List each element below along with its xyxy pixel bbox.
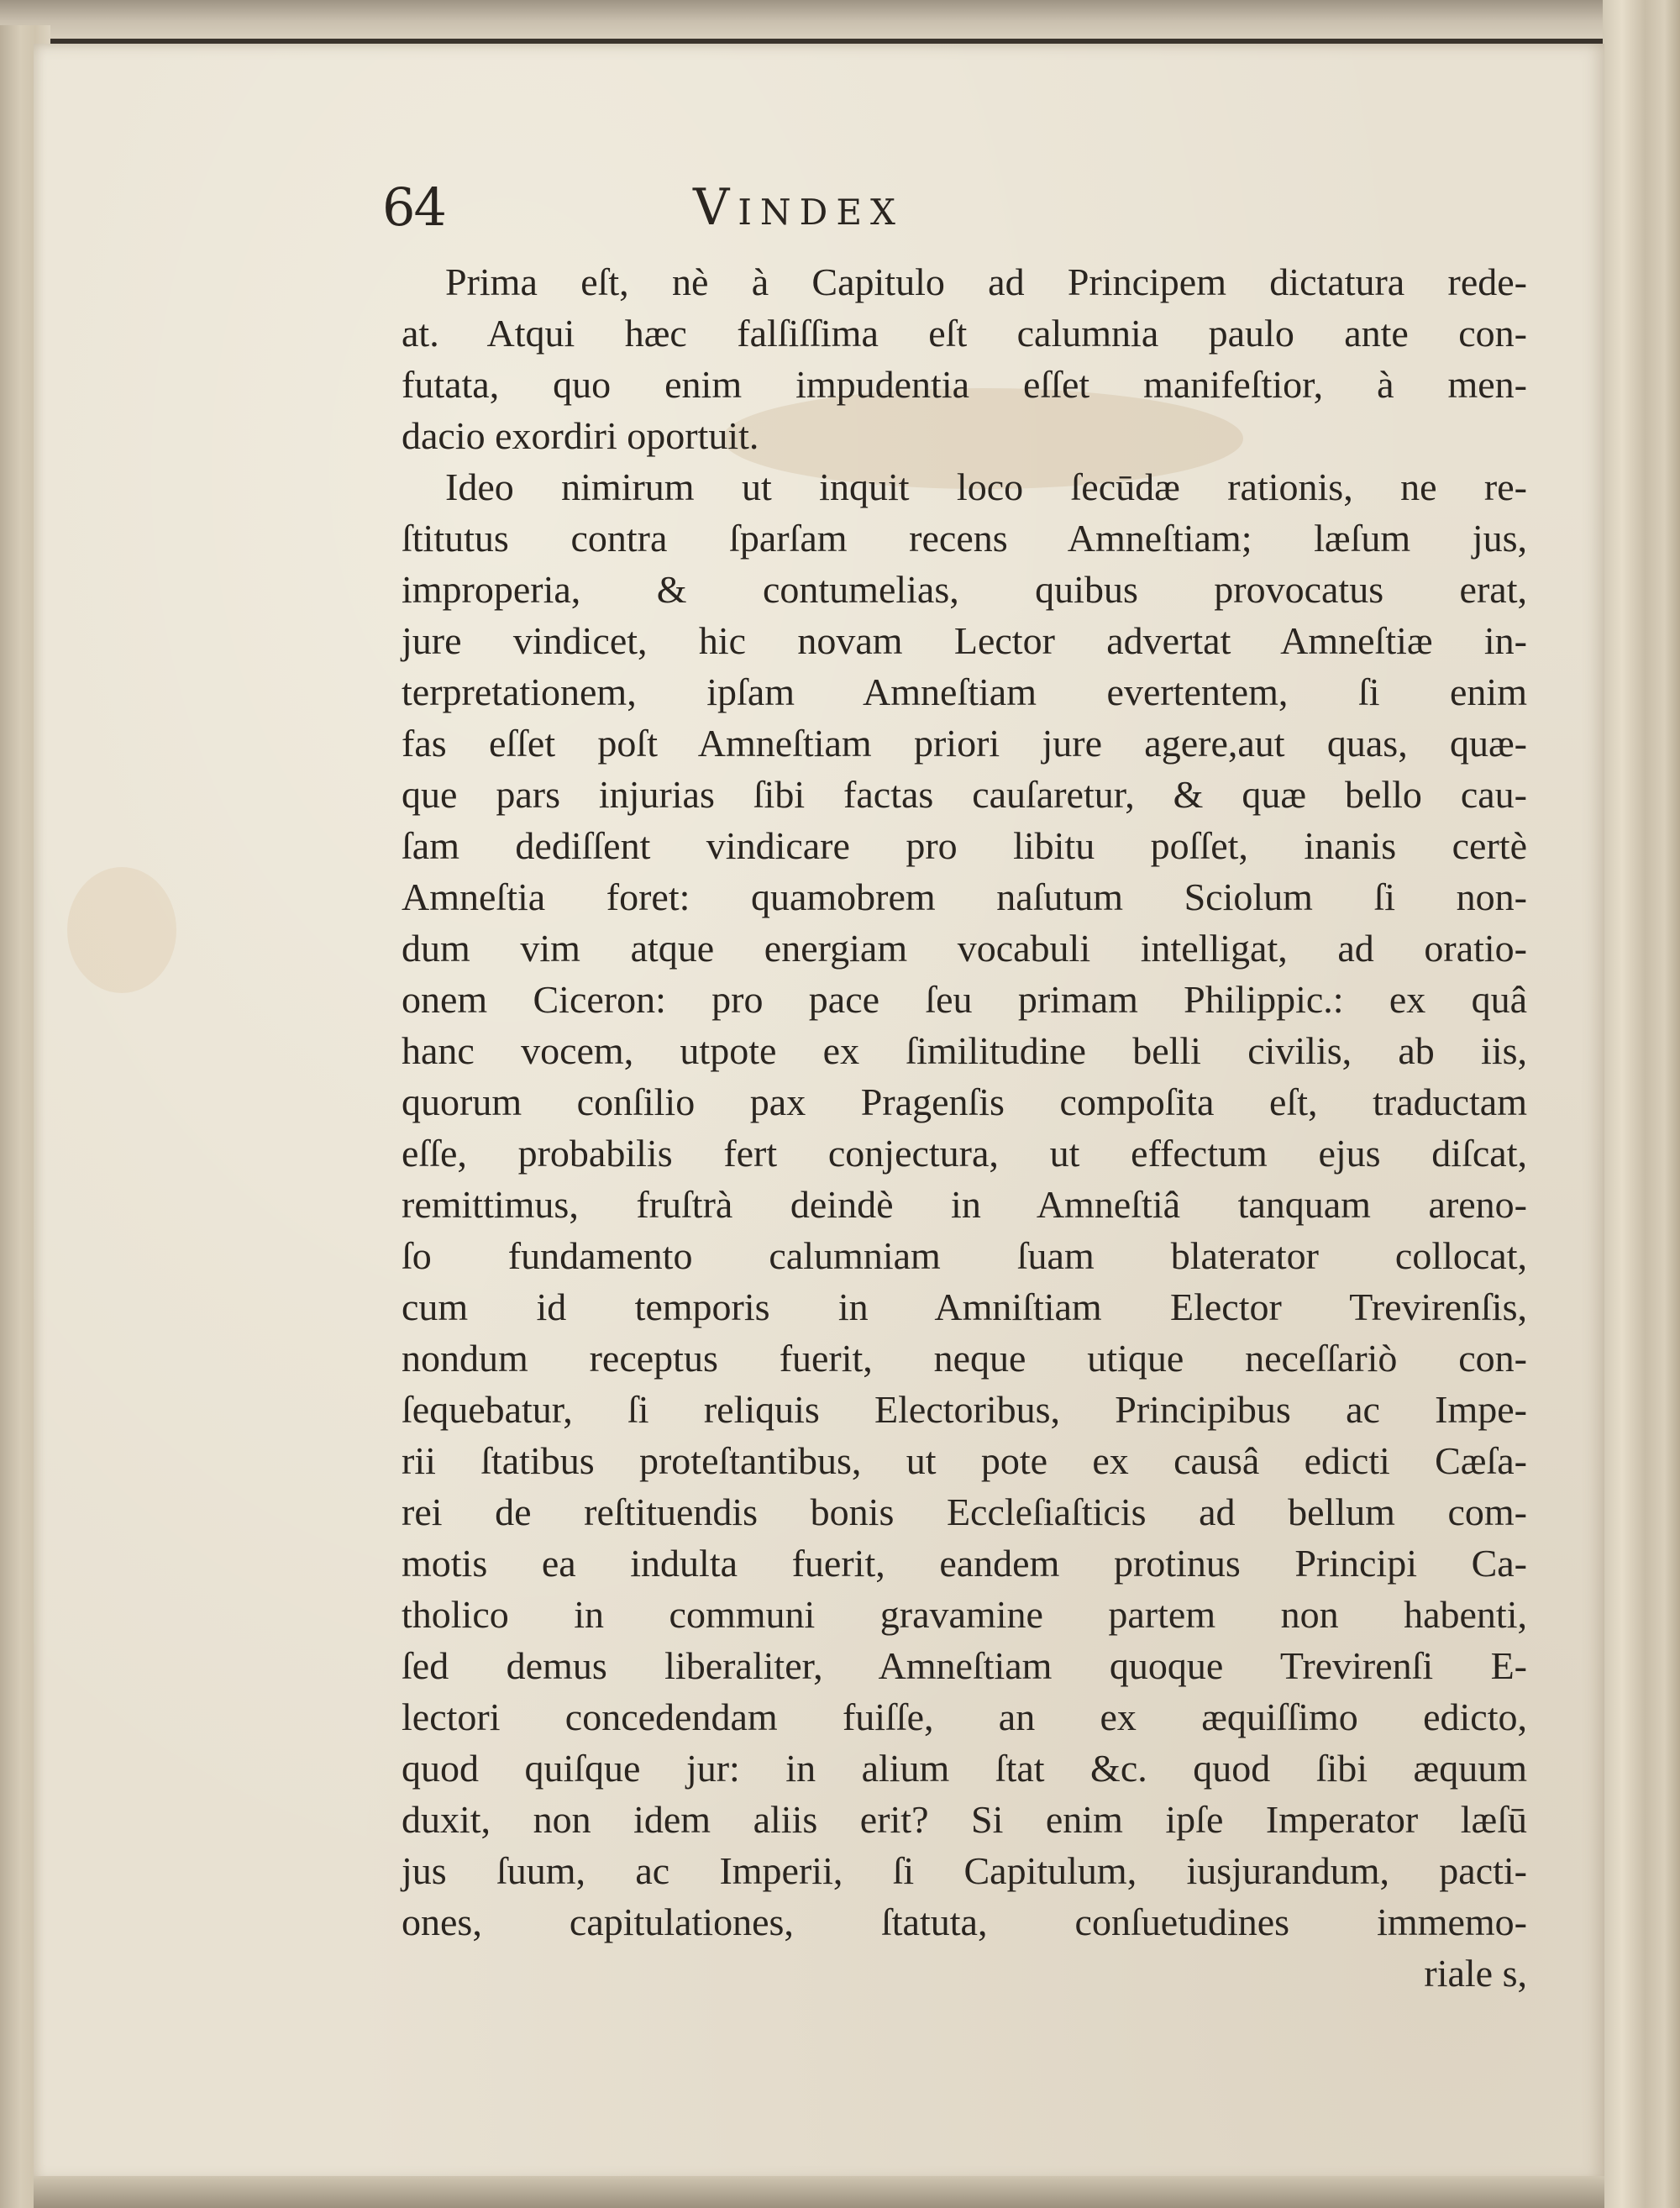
text-line: jus ſuum, ac Imperii, ſi Capitulum, iusjurandum, pacti- — [402, 1849, 1527, 1892]
text-line: cum id temporis in Amniſtiam Elector Trevirenſis, — [402, 1285, 1527, 1328]
page-header — [382, 176, 1533, 244]
running-head: Vindex — [693, 178, 904, 237]
page-bottom-edge — [34, 2176, 1604, 2208]
page-number: 64 — [382, 176, 445, 238]
text-line: rii ſtatibus proteſtantibus, ut pote ex causâ edicti Cæſa- — [402, 1439, 1527, 1482]
text-line: at. Atqui hæc falſiſſima eſt calumnia paulo ante con- — [402, 312, 1527, 355]
text-line: ſo fundamento calumniam ſuam blaterator collocat, — [402, 1234, 1527, 1277]
text-body — [402, 256, 1527, 1999]
text-line: motis ea indulta fuerit, eandem protinus Principi Ca- — [402, 1542, 1527, 1585]
paper-stain — [67, 867, 176, 993]
text-line: Ideo nimirum ut inquit loco ſecūdæ rationis, ne re- — [445, 465, 1527, 508]
text-line: quod quiſque jur: in alium ſtat &c. quod ſibi æquum — [402, 1747, 1527, 1790]
book-top-edge — [0, 0, 1646, 39]
text-line: tholico in communi gravamine partem non habenti, — [402, 1593, 1527, 1636]
text-line: ones, capitulationes, ſtatuta, conſuetudines immemo- — [402, 1900, 1527, 1943]
text-line: jure vindicet, hic novam Lector advertat Amneſtiæ in- — [402, 619, 1527, 662]
text-line: ſed demus liberaliter, Amneſtiam quoque Trevirenſi E- — [402, 1644, 1527, 1687]
text-line: ſtitutus contra ſparſam recens Amneſtiam; læſum jus, — [402, 517, 1527, 560]
text-line: dacio exordiri oportuit. — [402, 414, 759, 457]
text-line: dum vim atque energiam vocabuli intelligat, ad oratio- — [402, 927, 1527, 970]
text-line: ſam dediſſent vindicare pro libitu poſſet, inanis certè — [402, 824, 1527, 867]
paragraph-1 — [402, 256, 1527, 461]
text-line: ſequebatur, ſi reliquis Electoribus, Principibus ac Impe- — [402, 1388, 1527, 1431]
text-line: futata, quo enim impudentia eſſet manifeſtior, à men- — [402, 363, 1527, 406]
text-line: onem Ciceron: pro pace ſeu primam Philippic.: ex quâ — [402, 978, 1527, 1021]
text-line: improperia, & contumelias, quibus provocatus erat, — [402, 568, 1527, 611]
text-line: Amneſtia foret: quamobrem naſutum Sciolum ſi non- — [402, 875, 1527, 918]
text-line: Prima eſt, nè à Capitulo ad Principem dictatura rede- — [445, 260, 1527, 303]
text-line: duxit, non idem aliis erit? Si enim ipſe Imperator læſū — [402, 1798, 1527, 1841]
catchword: riale s, — [1424, 1952, 1527, 1995]
text-line: lectori concedendam fuiſſe, an ex æquiſſimo edicto, — [402, 1695, 1527, 1738]
text-line: quorum conſilio pax Pragenſis compoſita eſt, traductam — [402, 1080, 1527, 1123]
text-line: que pars injurias ſibi factas cauſaretur, & quæ bello cau- — [402, 773, 1527, 816]
paragraph-2 — [402, 461, 1527, 1948]
text-line: terpretationem, ipſam Amneſtiam evertentem, ſi enim — [402, 670, 1527, 713]
text-line: fas eſſet poſt Amneſtiam priori jure agere,aut quas, quæ- — [402, 722, 1527, 765]
text-line: remittimus, fruſtrà deindè in Amneſtiâ tanquam areno- — [402, 1183, 1527, 1226]
text-line: nondum receptus fuerit, neque utique neceſſariò con- — [402, 1337, 1527, 1380]
text-line: hanc vocem, utpote ex ſimilitudine belli civilis, ab iis, — [402, 1029, 1527, 1072]
text-line: rei de reſtituendis bonis Eccleſiaſticis ad bellum com- — [402, 1490, 1527, 1533]
text-line: eſſe, probabilis fert conjectura, ut effectum ejus diſcat, — [402, 1132, 1527, 1175]
right-page-stack — [1603, 0, 1680, 2208]
